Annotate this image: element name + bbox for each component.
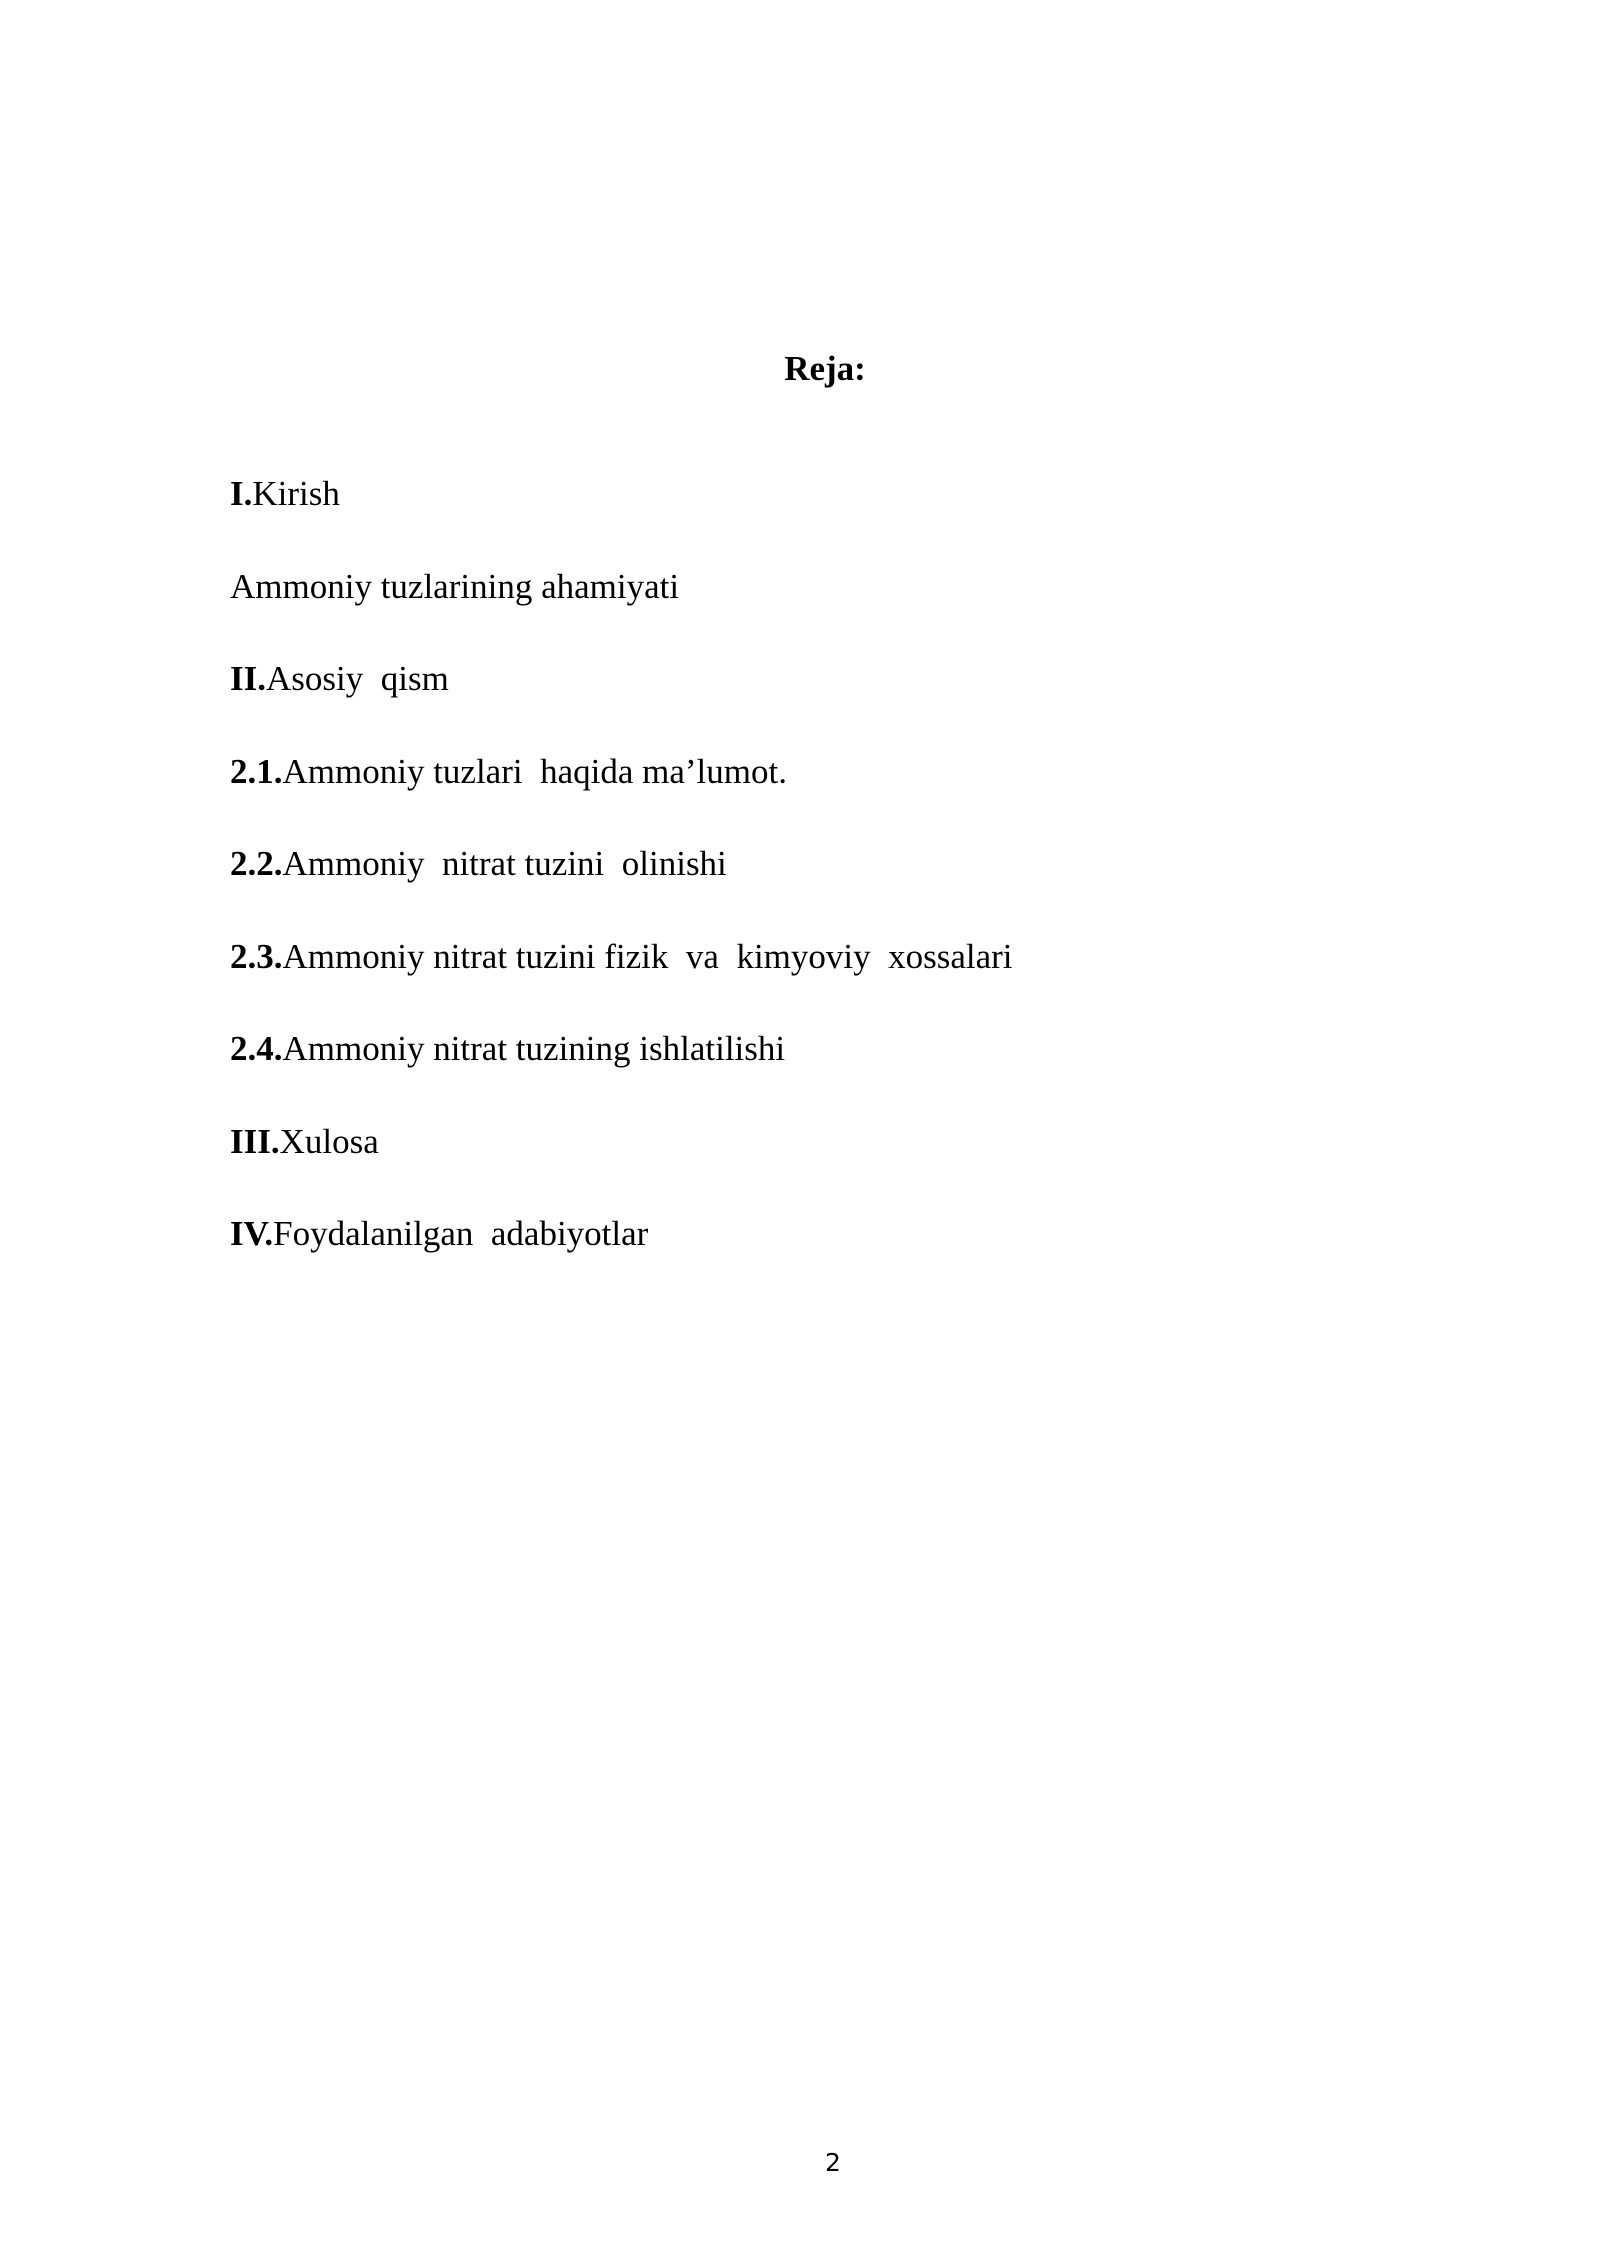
plan-item-number: 2.2. (230, 844, 283, 883)
plan-item-text: Asosiy qism (266, 659, 449, 698)
page-number: 2 (825, 2148, 841, 2177)
plan-item-2-1 (230, 748, 1430, 796)
plan-item-asosiy-qism (230, 655, 1430, 703)
plan-item-text: Kirish (252, 474, 340, 513)
plan-item-number: IV. (230, 1214, 274, 1253)
plan-item-number: 2.4. (230, 1029, 283, 1068)
plan-item-number: II. (230, 659, 266, 698)
plan-item-text: Ammoniy nitrat tuzining ishlatilishi (282, 1029, 786, 1068)
plan-item-number: 2.1. (230, 751, 283, 791)
plan-list (230, 470, 1430, 1303)
plan-item-xulosa (230, 1118, 1430, 1166)
plan-item-number: 2.3. (230, 936, 283, 976)
plan-item-2-4 (230, 1025, 1430, 1073)
plan-item-number: III. (230, 1121, 280, 1161)
page-title: Reja: (784, 349, 866, 388)
plan-item-text: Ammoniy tuzlari haqida ma’lumot. (282, 751, 787, 791)
plan-item-ahamiyati (230, 563, 1430, 611)
plan-item-kirish (230, 470, 1430, 518)
plan-item-text: Ammoniy nitrat tuzini olinishi (282, 844, 727, 883)
plan-item-adabiyotlar (230, 1210, 1430, 1258)
plan-item-text: Ammoniy tuzlarining ahamiyati (230, 566, 680, 606)
plan-item-number: I. (230, 474, 253, 513)
plan-item-2-3 (230, 933, 1430, 981)
plan-item-text: Xulosa (279, 1121, 379, 1161)
plan-item-text: Ammoniy nitrat tuzini fizik va kimyoviy xossalari (282, 936, 1013, 976)
plan-item-text: Foydalanilgan adabiyotlar (273, 1214, 649, 1253)
plan-item-2-2 (230, 840, 1430, 888)
